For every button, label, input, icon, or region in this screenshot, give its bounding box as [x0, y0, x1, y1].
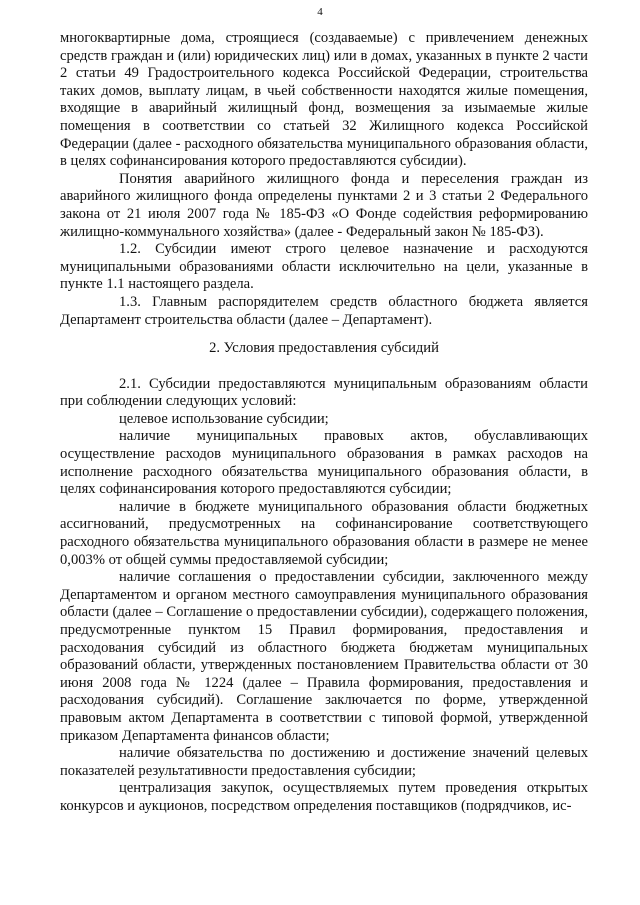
condition-centralized-procurement: централизация закупок, осуществляемых путем проведения открытых конкурсов и аукционов, посредством определения поставщиков (подрядчиков, ис-	[60, 780, 588, 814]
condition-target-indicators: наличие обязательства по достижению и достижение значений целевых показателей результативности предоставления субсидии;	[60, 745, 588, 779]
paragraph-1-2: 1.2. Субсидии имеют строго целевое назначение и расходуются муниципальными образованиями области исключительно на цели, указанные в пункте 1.1 настоящего раздела.	[60, 241, 588, 293]
paragraph-emergency-fund-definition: Понятия аварийного жилищного фонда и переселения граждан из аварийного жилищного фонда определены пунктами 2 и 3 статьи 2 Федерального закона от 21 июля 2007 года № 185-ФЗ «О Фонде содействия реформированию жилищно-коммунального хозяйства» (далее - Федеральный закон № 185-ФЗ).	[60, 170, 588, 240]
paragraph-1-3: 1.3. Главным распорядителем средств областного бюджета является Департамент строительства области (далее – Департамент).	[60, 293, 588, 328]
section-heading: 2. Условия предоставления субсидий	[209, 340, 439, 357]
condition-budget-allocations: наличие в бюджете муниципального образования области бюджетных ассигнований, предусмотренных на софинансирование соответствующего расходного обязательства муниципального образования области в размере не менее 0,003% от общей суммы предоставляемой субсидии;	[60, 498, 588, 568]
paragraph-2-1: 2.1. Субсидии предоставляются муниципальным образованиям области при соблюдении следующих условий:	[60, 375, 588, 410]
condition-agreement: наличие соглашения о предоставлении субсидии, заключенного между Департаментом и органом местного самоуправления муниципального образования области (далее – Соглашение о предоставлении субсидии), содержащего положения, предусмотренные пунктом 15 Правил формирования, предоставления и расходования субсидий из областного бюджета бюджетам муниципальных образований области, утвержденных постановлением Правительства области от 30 июня 2008 года № 1224 (далее – Правила формирования, предоставления и расходования субсидий). Соглашение заключается по форме, утвержденной правовым актом Департамента в соответствии с типовой формой, утвержденной приказом Департамента финансов области;	[60, 569, 588, 744]
document-body	[60, 30, 588, 816]
condition-legal-acts: наличие муниципальных правовых актов, обуславливающих осуществление расходов муниципального образования в рамках расходов на исполнение расходного обязательства муниципального образования области, в целях софинансирования которого предоставляются субсидии;	[60, 428, 588, 498]
page-number: 4	[317, 6, 323, 18]
paragraph-continuation: многоквартирные дома, строящиеся (создаваемые) с привлечением денежных средств граждан и (или) юридических лиц) или в домах, указанных в пункте 2 части 2 статьи 49 Градостроительного кодекса Российской Федерации, строительства таких домов, выплату лицам, в чьей собственности находятся жилые помещения, входящие в аварийный жилищный фонд, возмещения за изымаемые жилые помещения в соответствии со статьей 32 Жилищного кодекса Российской Федерации (далее - расходного обязательства муниципального образования области, в целях софинансирования которого предоставляются субсидии).	[60, 30, 588, 170]
condition-target-use: целевое использование субсидии;	[119, 410, 329, 427]
